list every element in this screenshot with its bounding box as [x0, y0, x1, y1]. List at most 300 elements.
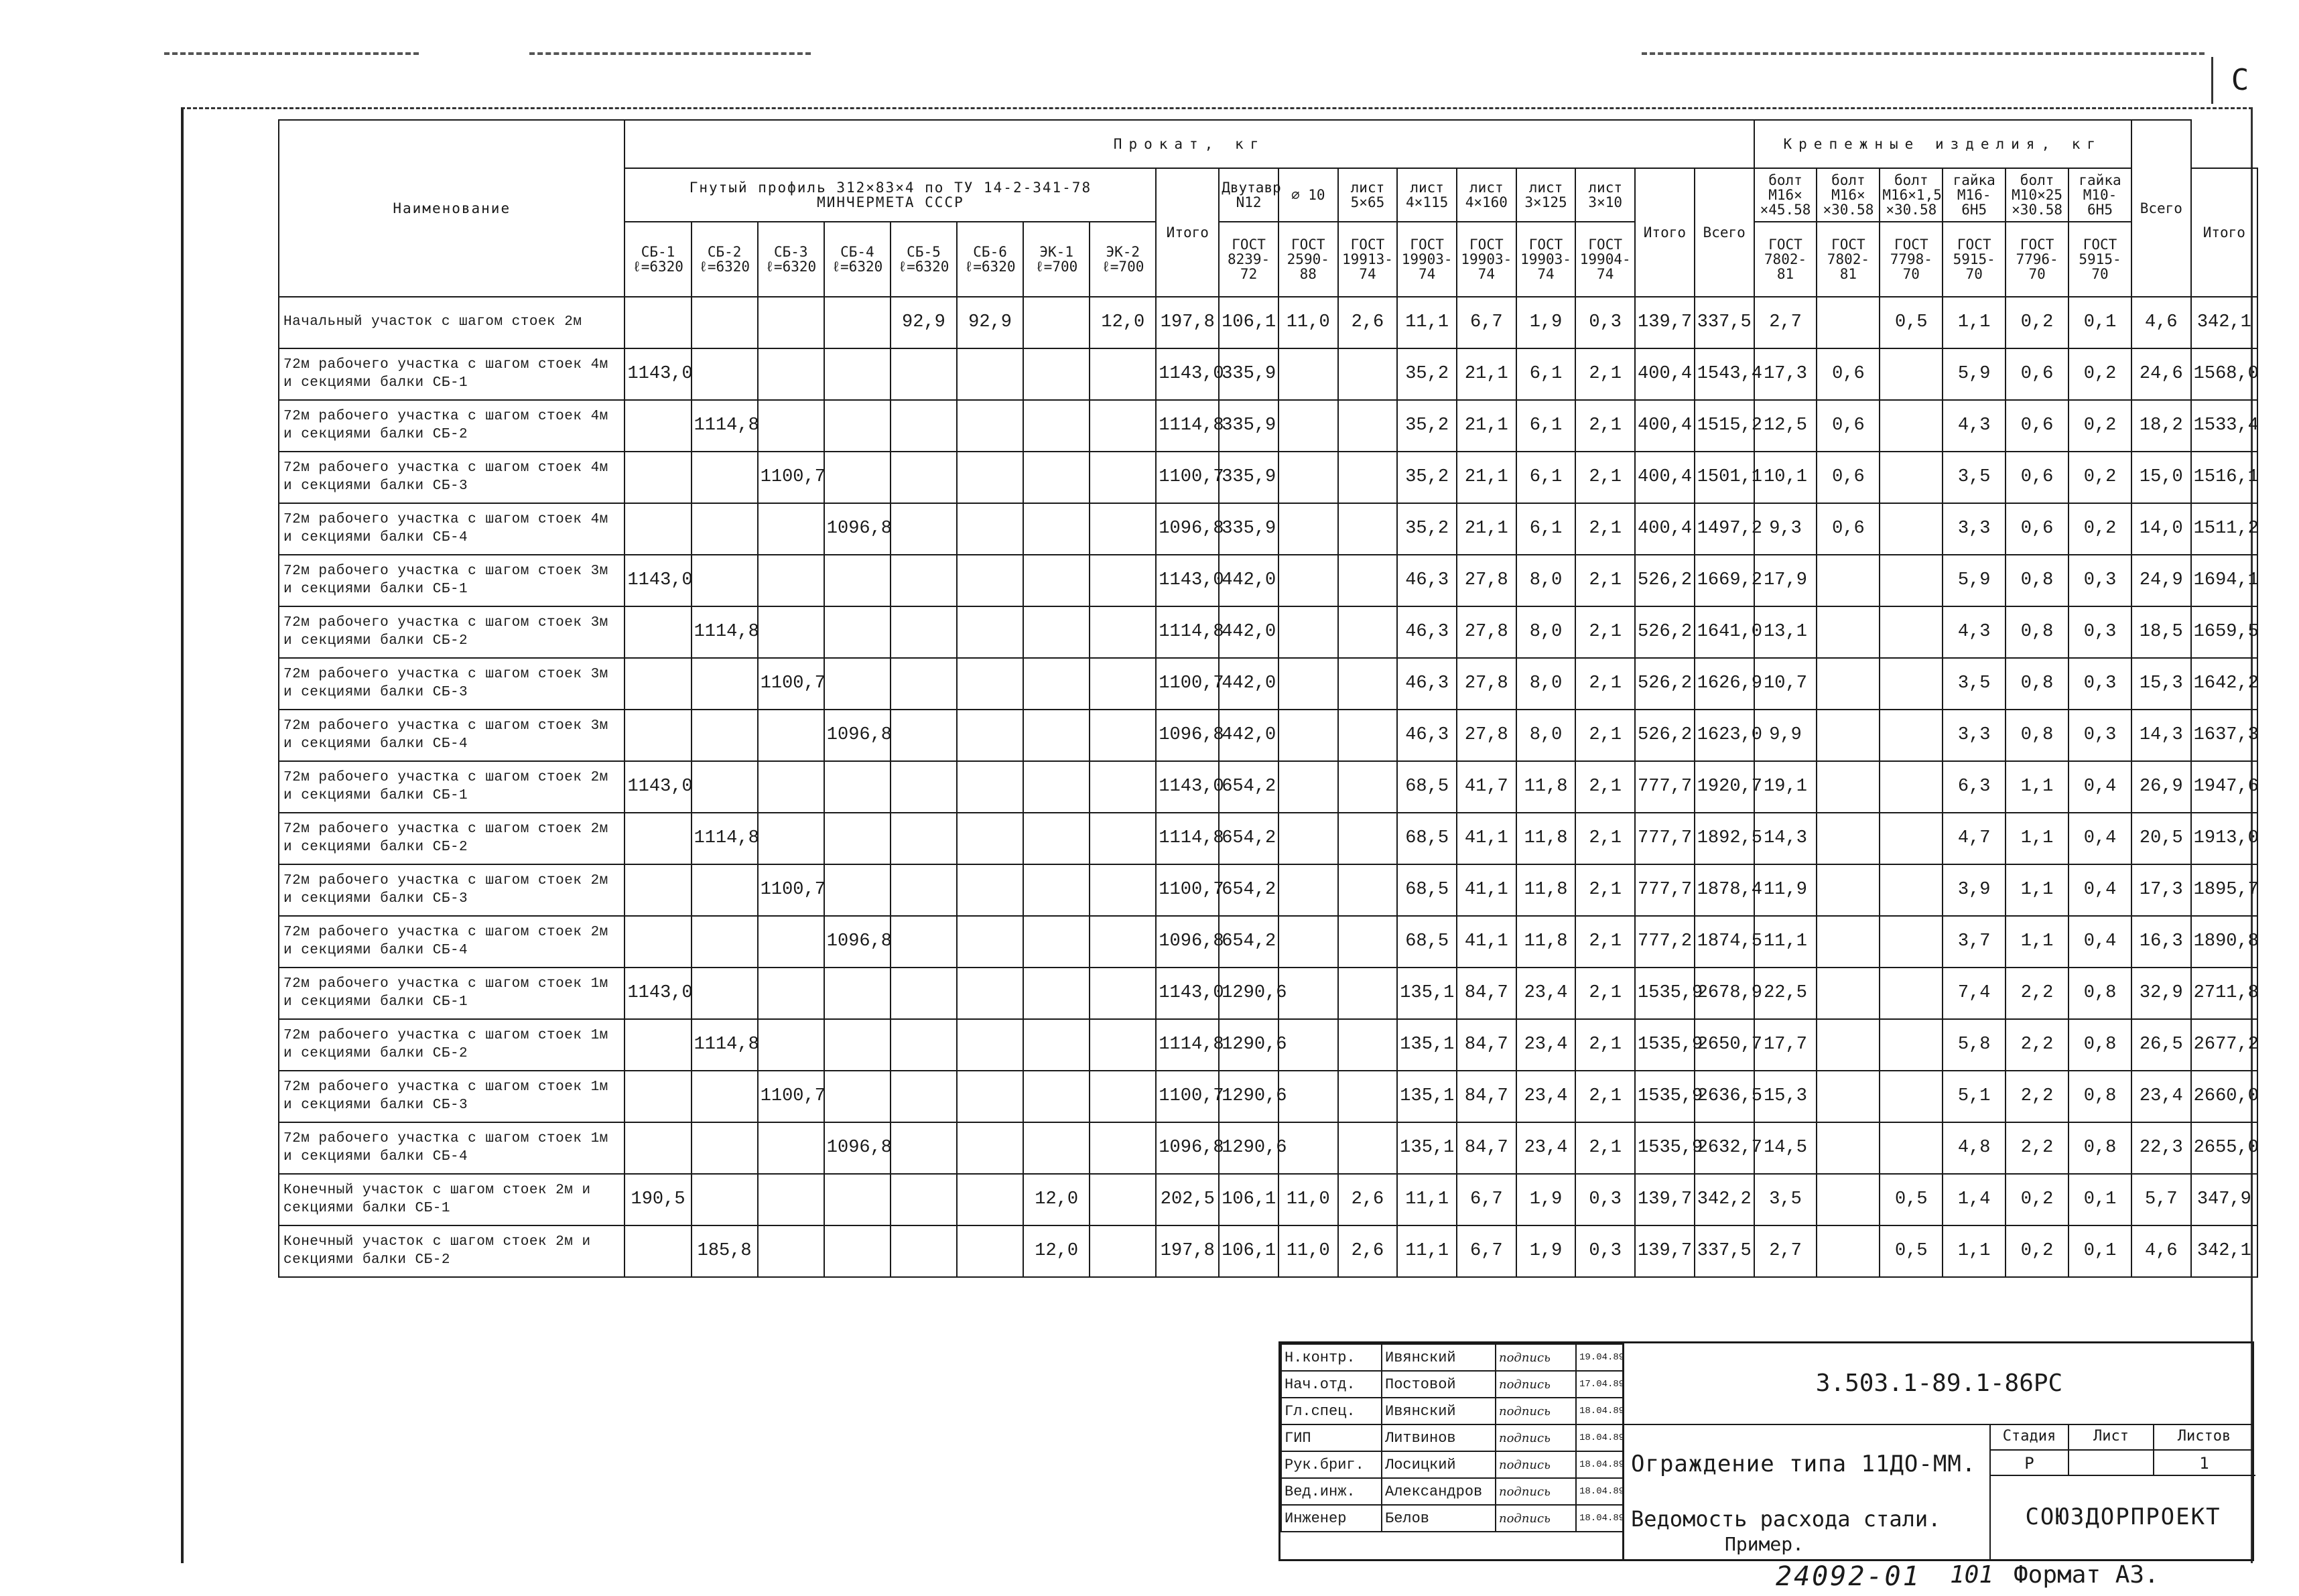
row-value — [758, 400, 824, 452]
row-value: 41,1 — [1457, 864, 1516, 916]
row-value: 0,3 — [2068, 555, 2131, 606]
row-value: 27,8 — [1457, 555, 1516, 606]
row-value: 1100,7 — [1156, 658, 1219, 710]
row-value: 13,1 — [1754, 606, 1817, 658]
signature-mark: подпись — [1496, 1344, 1576, 1371]
row-value — [1090, 1071, 1156, 1122]
row-value: 2,2 — [2006, 1122, 2068, 1174]
row-value: 1623,0 — [1695, 710, 1754, 761]
row-value: 3,3 — [1943, 710, 2006, 761]
row-value: 135,1 — [1397, 1019, 1457, 1071]
row-value: 10,1 — [1754, 452, 1817, 503]
row-value: 400,4 — [1635, 400, 1695, 452]
row-value — [891, 503, 957, 555]
header-gaika-m10: гайка М10-6Н5 — [2068, 168, 2131, 222]
row-value — [1023, 916, 1090, 968]
row-value — [758, 968, 824, 1019]
row-value — [1090, 1174, 1156, 1225]
row-value: 0,6 — [1817, 503, 1880, 555]
row-value: 2678,9 — [1695, 968, 1754, 1019]
row-value: 1096,8 — [824, 710, 891, 761]
row-value — [824, 1174, 891, 1225]
row-value: 777,7 — [1635, 761, 1695, 813]
row-value: 1659,5 — [2191, 606, 2257, 658]
row-value — [1278, 968, 1338, 1019]
row-value: 3,5 — [1943, 452, 2006, 503]
table-row — [279, 606, 2257, 658]
row-value — [625, 400, 691, 452]
row-value — [1090, 348, 1156, 400]
row-value — [1090, 1019, 1156, 1071]
row-value: 2,1 — [1575, 606, 1635, 658]
row-value: 185,8 — [692, 1225, 758, 1277]
row-value — [1090, 452, 1156, 503]
row-value: 35,2 — [1397, 503, 1457, 555]
row-value: 139,7 — [1635, 297, 1695, 348]
top-dash-left — [164, 52, 419, 58]
row-value: 1114,8 — [1156, 1019, 1219, 1071]
row-value: 2,1 — [1575, 1019, 1635, 1071]
row-value: 1143,0 — [1156, 968, 1219, 1019]
row-value — [1817, 555, 1880, 606]
row-value — [1880, 813, 1943, 864]
row-value: 2650,7 — [1695, 1019, 1754, 1071]
sheet-cell — [2069, 1424, 2154, 1475]
row-value: 12,5 — [1754, 400, 1817, 452]
row-value: 46,3 — [1397, 710, 1457, 761]
row-value: 7,4 — [1943, 968, 2006, 1019]
table-row — [279, 297, 2257, 348]
row-value: 1,1 — [2006, 864, 2068, 916]
row-value — [1278, 658, 1338, 710]
signature-name: Лосицкий — [1382, 1451, 1496, 1478]
row-value: 0,3 — [2068, 658, 2131, 710]
row-value — [1338, 452, 1398, 503]
row-value: 1626,9 — [1695, 658, 1754, 710]
header-gaika-m16: гайка М16-6Н5 — [1943, 168, 2006, 222]
row-value: 11,9 — [1754, 864, 1817, 916]
signature-date: 18.04.89 — [1576, 1505, 1623, 1532]
row-value: 5,9 — [1943, 348, 2006, 400]
row-value — [1023, 968, 1090, 1019]
table-row — [279, 864, 2257, 916]
signature-table — [1280, 1343, 1624, 1532]
header-dvutavr: Двутавр N12 — [1219, 168, 1278, 222]
row-value: 21,1 — [1457, 348, 1516, 400]
row-value: 18,2 — [2131, 400, 2191, 452]
row-value — [891, 916, 957, 968]
row-value: 1,1 — [2006, 761, 2068, 813]
row-value — [1817, 864, 1880, 916]
row-value: 197,8 — [1156, 297, 1219, 348]
row-name: 72м рабочего участка с шагом стоек 2м и секциями балки СБ-1 — [279, 761, 625, 813]
row-value: 1947,6 — [2191, 761, 2257, 813]
row-value — [758, 761, 824, 813]
row-value — [1278, 503, 1338, 555]
row-value: 8,0 — [1516, 658, 1576, 710]
row-value: 335,9 — [1219, 348, 1278, 400]
row-value: 22,5 — [1754, 968, 1817, 1019]
signature-row — [1281, 1371, 1623, 1398]
row-value: 3,5 — [1943, 658, 2006, 710]
row-value: 3,3 — [1943, 503, 2006, 555]
row-value — [957, 452, 1023, 503]
row-value — [1880, 761, 1943, 813]
row-value: 2,1 — [1575, 400, 1635, 452]
row-value: 197,8 — [1156, 1225, 1219, 1277]
row-value — [758, 1174, 824, 1225]
header-col-sb5: СБ-5 ℓ=6320 — [891, 222, 957, 297]
row-value — [957, 606, 1023, 658]
table-row — [279, 400, 2257, 452]
row-value — [1880, 348, 1943, 400]
header-gost-d10: ГОСТ 2590-88 — [1278, 222, 1338, 297]
row-value — [1338, 1019, 1398, 1071]
row-value — [957, 348, 1023, 400]
header-bolt-m16x1-5: болт М16×1,5 ×30.58 — [1880, 168, 1943, 222]
row-value: 106,1 — [1219, 297, 1278, 348]
row-value — [692, 503, 758, 555]
row-value: 4,3 — [1943, 606, 2006, 658]
row-value: 1143,0 — [625, 968, 691, 1019]
row-value: 2,2 — [2006, 968, 2068, 1019]
stage-label: Стадия — [2002, 1428, 2056, 1445]
row-value: 19,1 — [1754, 761, 1817, 813]
row-value: 11,8 — [1516, 864, 1576, 916]
row-value: 1641,0 — [1695, 606, 1754, 658]
row-value — [1090, 606, 1156, 658]
row-value — [692, 1174, 758, 1225]
row-value — [758, 1122, 824, 1174]
row-value: 1100,7 — [758, 864, 824, 916]
header-prokat-itogo-2: Итого — [1635, 168, 1695, 297]
row-value: 4,6 — [2131, 1225, 2191, 1277]
row-value — [758, 813, 824, 864]
row-value: 16,3 — [2131, 916, 2191, 968]
row-value: 2,1 — [1575, 761, 1635, 813]
header-list-4x115: лист 4×115 — [1397, 168, 1457, 222]
row-value: 24,9 — [2131, 555, 2191, 606]
row-value — [957, 1122, 1023, 1174]
row-value — [1880, 503, 1943, 555]
row-value — [1817, 710, 1880, 761]
signature-row — [1281, 1505, 1623, 1532]
header-gost-gaika-m10: ГОСТ 5915-70 — [2068, 222, 2131, 297]
row-value: 342,2 — [1695, 1174, 1754, 1225]
row-value: 41,7 — [1457, 761, 1516, 813]
row-value — [1023, 348, 1090, 400]
row-value: 4,3 — [1943, 400, 2006, 452]
row-value — [891, 348, 957, 400]
row-value: 526,2 — [1635, 658, 1695, 710]
header-gost-dvutavr: ГОСТ 8239-72 — [1219, 222, 1278, 297]
row-value: 2636,5 — [1695, 1071, 1754, 1122]
header-col-ek1: ЭК-1 ℓ=700 — [1023, 222, 1090, 297]
row-value — [1338, 813, 1398, 864]
row-value — [625, 297, 691, 348]
row-value: 46,3 — [1397, 606, 1457, 658]
row-value — [824, 864, 891, 916]
row-value — [692, 1122, 758, 1174]
row-value: 2,1 — [1575, 813, 1635, 864]
row-value: 1114,8 — [1156, 606, 1219, 658]
row-value: 5,1 — [1943, 1071, 2006, 1122]
row-value: 27,8 — [1457, 658, 1516, 710]
row-value — [692, 297, 758, 348]
row-value: 1878,4 — [1695, 864, 1754, 916]
row-value — [1880, 968, 1943, 1019]
signature-name: Ивянский — [1382, 1344, 1496, 1371]
row-value — [758, 555, 824, 606]
page-corner-mark: С — [2211, 57, 2267, 104]
row-value: 1,1 — [2006, 916, 2068, 968]
row-value: 0,5 — [1880, 297, 1943, 348]
row-value: 14,3 — [1754, 813, 1817, 864]
row-value: 6,3 — [1943, 761, 2006, 813]
row-value — [1338, 1122, 1398, 1174]
row-value — [1817, 1071, 1880, 1122]
row-value: 17,7 — [1754, 1019, 1817, 1071]
row-value — [957, 1071, 1023, 1122]
signature-mark: подпись — [1496, 1371, 1576, 1398]
row-value: 347,9 — [2191, 1174, 2257, 1225]
header-col-sb1: СБ-1 ℓ=6320 — [625, 222, 691, 297]
row-value: 0,6 — [2006, 452, 2068, 503]
row-value: 1143,0 — [625, 555, 691, 606]
row-value: 0,6 — [2006, 348, 2068, 400]
row-value: 0,2 — [2006, 1174, 2068, 1225]
row-value — [891, 1019, 957, 1071]
row-name: 72м рабочего участка с шагом стоек 1м и секциями балки СБ-1 — [279, 968, 625, 1019]
row-value: 1535,9 — [1635, 1071, 1695, 1122]
row-value: 1114,8 — [692, 606, 758, 658]
row-value: 2,2 — [2006, 1019, 2068, 1071]
row-value: 26,9 — [2131, 761, 2191, 813]
row-value — [758, 916, 824, 968]
row-value: 2,7 — [1754, 1225, 1817, 1277]
row-value: 2,1 — [1575, 1122, 1635, 1174]
header-prokat-itogo-1: Итого — [1156, 168, 1219, 297]
row-value: 1890,8 — [2191, 916, 2257, 968]
row-value — [625, 1225, 691, 1277]
row-value: 1100,7 — [758, 1071, 824, 1122]
signature-row — [1281, 1344, 1623, 1371]
row-value: 9,9 — [1754, 710, 1817, 761]
row-value: 0,8 — [2068, 1071, 2131, 1122]
sheet-number: 101 — [1950, 1561, 1994, 1589]
row-value: 1535,9 — [1635, 1019, 1695, 1071]
row-value: 1892,5 — [1695, 813, 1754, 864]
row-value — [1278, 348, 1338, 400]
signature-mark: подпись — [1496, 1478, 1576, 1505]
row-value — [1880, 1071, 1943, 1122]
row-value: 1143,0 — [625, 348, 691, 400]
row-value: 106,1 — [1219, 1174, 1278, 1225]
row-value — [957, 916, 1023, 968]
row-value: 0,2 — [2006, 1225, 2068, 1277]
row-value: 0,3 — [1575, 297, 1635, 348]
row-value — [692, 658, 758, 710]
row-value: 27,8 — [1457, 606, 1516, 658]
row-value: 92,9 — [957, 297, 1023, 348]
document-code: 3.503.1-89.1-86РС — [1624, 1343, 2254, 1425]
row-value: 3,7 — [1943, 916, 2006, 968]
row-value: 0,8 — [2006, 710, 2068, 761]
row-value — [758, 503, 824, 555]
row-value — [625, 606, 691, 658]
sheet-label: Лист — [2093, 1428, 2129, 1445]
row-value: 2,1 — [1575, 555, 1635, 606]
row-value: 106,1 — [1219, 1225, 1278, 1277]
header-bolt-m10: болт М10×25 ×30.58 — [2006, 168, 2068, 222]
row-value: 2,1 — [1575, 348, 1635, 400]
row-value: 18,5 — [2131, 606, 2191, 658]
row-value: 11,1 — [1397, 297, 1457, 348]
row-value: 23,4 — [1516, 1019, 1576, 1071]
row-value — [891, 1174, 957, 1225]
signature-role: Нач.отд. — [1281, 1371, 1382, 1398]
row-value — [1278, 1019, 1338, 1071]
row-value — [824, 1225, 891, 1277]
row-value: 1290,6 — [1219, 968, 1278, 1019]
row-value — [625, 813, 691, 864]
header-krepezh: Крепежные изделия, кг — [1754, 120, 2131, 168]
row-value: 342,1 — [2191, 1225, 2257, 1277]
row-value — [891, 761, 957, 813]
row-value: 0,6 — [2006, 503, 2068, 555]
signature-role: Н.контр. — [1281, 1344, 1382, 1371]
row-value: 654,2 — [1219, 813, 1278, 864]
row-value — [891, 710, 957, 761]
sheet-value — [2069, 1449, 2153, 1476]
row-value: 1100,7 — [1156, 452, 1219, 503]
row-value: 84,7 — [1457, 1122, 1516, 1174]
table-body — [279, 297, 2257, 1277]
row-value: 0,4 — [2068, 813, 2131, 864]
row-value: 92,9 — [891, 297, 957, 348]
signature-date: 18.04.89 — [1576, 1424, 1623, 1451]
header-gost-list-5x65: ГОСТ 19913-74 — [1338, 222, 1398, 297]
row-value — [625, 452, 691, 503]
row-value: 11,8 — [1516, 761, 1576, 813]
row-name: 72м рабочего участка с шагом стоек 2м и секциями балки СБ-2 — [279, 813, 625, 864]
row-value — [1278, 1122, 1338, 1174]
row-value: 777,2 — [1635, 916, 1695, 968]
signature-name: Ивянский — [1382, 1398, 1496, 1424]
top-dash-mid — [529, 52, 811, 58]
row-value: 0,2 — [2068, 503, 2131, 555]
row-value: 11,1 — [1754, 916, 1817, 968]
row-value: 1096,8 — [824, 503, 891, 555]
signature-name: Белов — [1382, 1505, 1496, 1532]
row-value — [957, 400, 1023, 452]
row-value — [692, 864, 758, 916]
row-name: Конечный участок с шагом стоек 2м и секциями балки СБ-2 — [279, 1225, 625, 1277]
row-value — [1278, 813, 1338, 864]
header-list-3x125: лист 3×125 — [1516, 168, 1576, 222]
row-value: 0,2 — [2068, 452, 2131, 503]
signature-mark: подпись — [1496, 1451, 1576, 1478]
row-value: 2632,7 — [1695, 1122, 1754, 1174]
row-value — [1817, 761, 1880, 813]
row-value: 526,2 — [1635, 606, 1695, 658]
signature-role: Вед.инж. — [1281, 1478, 1382, 1505]
signature-date: 19.04.89 — [1576, 1344, 1623, 1371]
sheets-label: Листов — [2177, 1428, 2231, 1445]
row-value: 1114,8 — [692, 813, 758, 864]
table-row — [279, 452, 2257, 503]
row-value: 190,5 — [625, 1174, 691, 1225]
row-value: 1642,2 — [2191, 658, 2257, 710]
row-value — [1090, 813, 1156, 864]
table-row — [279, 658, 2257, 710]
row-value: 14,3 — [2131, 710, 2191, 761]
row-value — [1338, 864, 1398, 916]
document-subtitle: Ведомость расхода стали. — [1631, 1506, 1941, 1532]
row-value — [625, 658, 691, 710]
row-value — [692, 452, 758, 503]
row-value: 84,7 — [1457, 968, 1516, 1019]
row-value — [957, 503, 1023, 555]
table-row — [279, 916, 2257, 968]
row-value: 1511,2 — [2191, 503, 2257, 555]
header-krep-itogo: Итого — [2191, 168, 2257, 297]
row-value — [957, 555, 1023, 606]
row-value: 400,4 — [1635, 348, 1695, 400]
row-value — [1338, 658, 1398, 710]
row-value — [1090, 400, 1156, 452]
row-value: 2711,8 — [2191, 968, 2257, 1019]
row-value — [824, 400, 891, 452]
row-value: 41,1 — [1457, 916, 1516, 968]
row-value: 5,9 — [1943, 555, 2006, 606]
table-row — [279, 710, 2257, 761]
row-value — [1817, 813, 1880, 864]
row-value — [1338, 710, 1398, 761]
row-value — [1338, 555, 1398, 606]
row-value — [1023, 452, 1090, 503]
table-row — [279, 813, 2257, 864]
row-value — [824, 348, 891, 400]
row-value: 777,7 — [1635, 864, 1695, 916]
row-value: 2,1 — [1575, 710, 1635, 761]
row-value — [692, 968, 758, 1019]
row-value: 12,0 — [1023, 1225, 1090, 1277]
row-value: 0,6 — [1817, 452, 1880, 503]
row-value — [1090, 864, 1156, 916]
row-value: 1096,8 — [1156, 1122, 1219, 1174]
row-value: 14,5 — [1754, 1122, 1817, 1174]
row-value — [1090, 1122, 1156, 1174]
row-value — [1880, 864, 1943, 916]
row-name: 72м рабочего участка с шагом стоек 3м и секциями балки СБ-3 — [279, 658, 625, 710]
row-value — [1023, 503, 1090, 555]
row-value — [758, 1019, 824, 1071]
row-value — [1817, 1174, 1880, 1225]
row-value — [1338, 606, 1398, 658]
inventory-number: 24092-01 — [1776, 1561, 1921, 1592]
row-value: 4,7 — [1943, 813, 2006, 864]
row-value — [1090, 503, 1156, 555]
row-value: 2,6 — [1338, 1174, 1398, 1225]
row-value: 335,9 — [1219, 503, 1278, 555]
header-prokat: Прокат, кг — [625, 120, 1754, 168]
row-value — [1278, 916, 1338, 968]
row-value — [1278, 555, 1338, 606]
row-value: 0,6 — [1817, 400, 1880, 452]
row-value: 4,6 — [2131, 297, 2191, 348]
row-value — [625, 1019, 691, 1071]
